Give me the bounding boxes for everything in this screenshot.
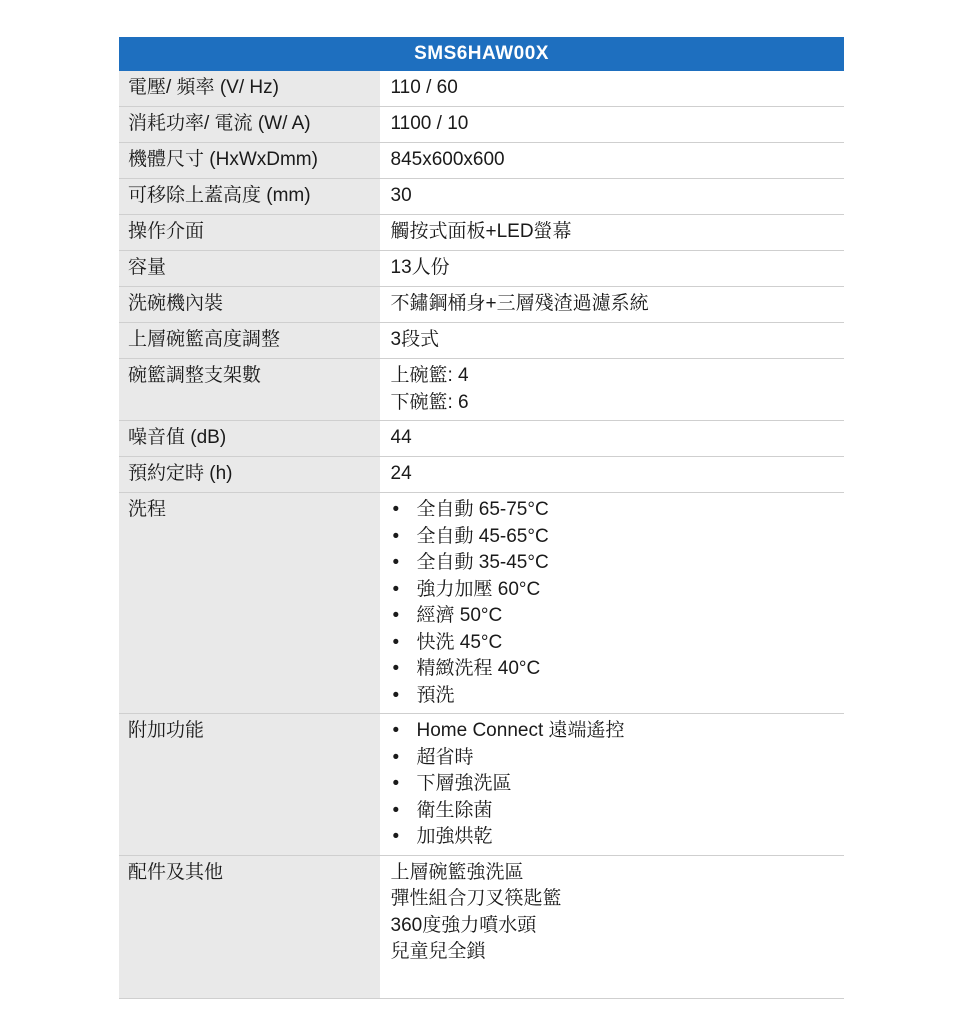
list-item: • 預洗 xyxy=(391,683,837,710)
spec-label: 容量 xyxy=(119,251,380,287)
header-row xyxy=(119,37,844,71)
spec-value: 3段式 xyxy=(380,323,844,359)
list-item: • 快洗 45°C xyxy=(391,630,837,657)
list-item: • 精緻洗程 40°C xyxy=(391,656,837,683)
list-item: • 全自動 65-75°C xyxy=(391,497,837,524)
spec-label: 洗碗機內裝 xyxy=(119,287,380,323)
spec-row-power xyxy=(119,107,844,143)
list-item: • 經濟 50°C xyxy=(391,603,837,630)
spec-row-interior xyxy=(119,287,844,323)
spec-label: 操作介面 xyxy=(119,215,380,251)
spec-label: 消耗功率/ 電流 (W/ A) xyxy=(119,107,380,143)
spec-value xyxy=(380,493,844,714)
spec-value: 不鏽鋼桶身+三層殘渣過濾系統 xyxy=(380,287,844,323)
spec-table xyxy=(119,37,844,999)
list-item: • 超省時 xyxy=(391,745,837,772)
list-item: • 加強烘乾 xyxy=(391,824,837,851)
spec-value xyxy=(380,714,844,856)
spec-value: 44 xyxy=(380,421,844,457)
spec-row-interface xyxy=(119,215,844,251)
spec-label: 預約定時 (h) xyxy=(119,457,380,493)
list-item: • 衛生除菌 xyxy=(391,798,837,825)
spec-value-line: 兒童兒全鎖 xyxy=(390,941,486,962)
program-list xyxy=(391,497,837,709)
spec-value: 觸按式面板+LED螢幕 xyxy=(380,215,844,251)
spec-row-voltage xyxy=(119,71,844,107)
list-item: • Home Connect 遠端遙控 xyxy=(391,718,837,745)
spec-row-capacity xyxy=(119,251,844,287)
spec-label: 配件及其他 xyxy=(119,855,380,998)
list-item: • 全自動 35-45°C xyxy=(391,550,837,577)
spec-row-cover-height xyxy=(119,179,844,215)
spec-value-line: 360度強力噴水頭 xyxy=(390,914,537,936)
list-item: • 下層強洗區 xyxy=(391,771,837,798)
spec-label: 上層碗籃高度調整 xyxy=(119,323,380,359)
spec-label: 附加功能 xyxy=(119,714,380,856)
list-item: • 強力加壓 60°C xyxy=(391,577,837,604)
spec-value: 845x600x600 xyxy=(380,143,844,179)
spec-label: 噪音值 (dB) xyxy=(119,421,380,457)
spec-value: 24 xyxy=(380,457,844,493)
spec-value-line: 下碗籃: 6 xyxy=(390,391,469,413)
list-item: • 全自動 45-65°C xyxy=(391,524,837,551)
spec-row-dimensions xyxy=(119,143,844,179)
spec-value: 13人份 xyxy=(380,251,844,287)
spec-value: 30 xyxy=(380,179,844,215)
spec-label: 機體尺寸 (HxWxDmm) xyxy=(119,143,380,179)
spec-row-noise xyxy=(119,421,844,457)
spec-row-programs xyxy=(119,493,844,714)
spec-value: 110 / 60 xyxy=(380,71,844,107)
spec-row-upper-basket-adjust xyxy=(119,323,844,359)
spec-value-line: 上層碗籃強洗區 xyxy=(390,861,524,883)
spec-value-line: 上碗籃: 4 xyxy=(390,365,469,386)
spec-value: 1100 / 10 xyxy=(380,107,844,143)
spec-label: 電壓/ 頻率 (V/ Hz) xyxy=(119,71,380,107)
spec-row-accessories xyxy=(119,855,844,998)
spec-value xyxy=(380,359,844,421)
spec-row-timer xyxy=(119,457,844,493)
spec-value xyxy=(380,855,844,998)
spec-row-basket-racks xyxy=(119,359,844,421)
spec-label: 碗籃調整支架數 xyxy=(119,359,380,421)
model-name: SMS6HAW00X xyxy=(119,37,844,71)
spec-row-extra-features xyxy=(119,714,844,856)
spec-value-line: 彈性組合刀叉筷匙籃 xyxy=(390,888,562,909)
feature-list xyxy=(391,718,837,851)
spec-label: 洗程 xyxy=(119,493,380,714)
spec-label: 可移除上蓋高度 (mm) xyxy=(119,179,380,215)
